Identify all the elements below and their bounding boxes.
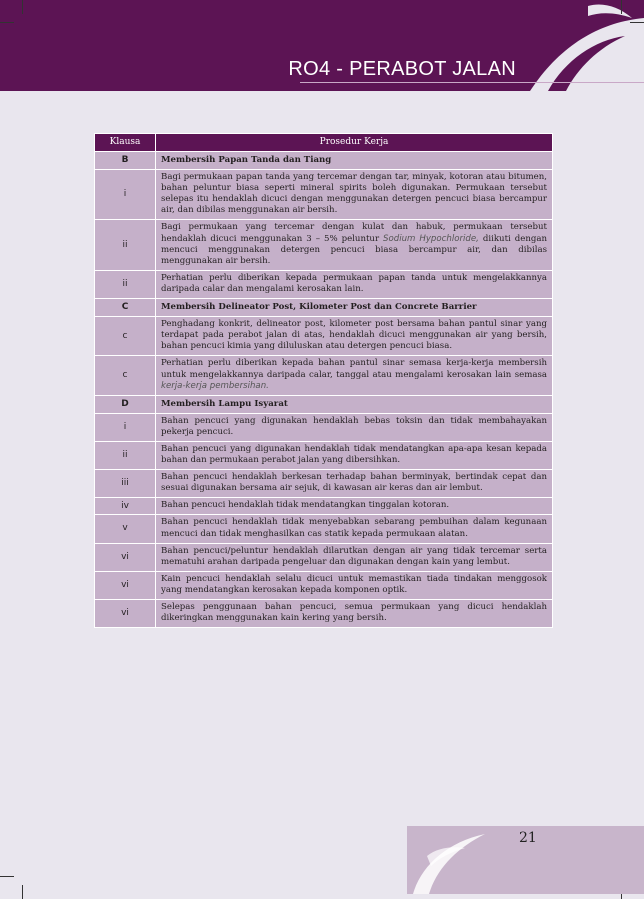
procedure-emphasis: kerja-kerja pembersihan. bbox=[161, 380, 269, 391]
klausa-cell: ii bbox=[95, 270, 156, 298]
section-title: Membersih Papan Tanda dan Tiang bbox=[156, 152, 553, 170]
procedure-cell: Bahan pencuci hendaklah berkesan terhadap bahan berminyak, bertindak cepat dan sesuai digunakan bersama air sejuk, di kawasan air keras dan air lembut. bbox=[156, 470, 553, 498]
table-row bbox=[95, 356, 553, 395]
procedure-cell: Penghadang konkrit, delineator post, kilometer post bersama bahan pantul sinar yang terdapat pada perabot jalan di atas, hendaklah dicuci menggunakan air yang bersih, bahan pencuci kimia yang diluluskan atau detergen pencuci biasa. bbox=[156, 317, 553, 356]
procedure-cell: Bahan pencuci/peluntur hendaklah dilarutkan dengan air yang tidak tercemar serta mematuhi arahan daripada pengeluar dan digunakan dengan kain yang lembut. bbox=[156, 543, 553, 571]
table-row bbox=[95, 515, 553, 543]
procedure-table bbox=[94, 133, 553, 628]
klausa-cell: c bbox=[95, 317, 156, 356]
header-rule bbox=[300, 82, 644, 83]
procedure-cell: Bahan pencuci yang digunakan hendaklah tidak mendatangkan apa-apa kesan kepada bahan dan permukaan perabot jalan yang dibersihkan. bbox=[156, 441, 553, 469]
klausa-cell: iii bbox=[95, 470, 156, 498]
table-row bbox=[95, 413, 553, 441]
klausa-cell: ii bbox=[95, 441, 156, 469]
table-row bbox=[95, 270, 553, 298]
procedure-text: Perhatian perlu diberikan kepada bahan pantul sinar semasa kerja-kerja membersih untuk mengelakkannya daripada calar, tanggal atau mengalami kerosakan lain semasa bbox=[161, 358, 547, 380]
table-row bbox=[95, 571, 553, 599]
table-row bbox=[95, 543, 553, 571]
section-row bbox=[95, 152, 553, 170]
table-header-row bbox=[95, 134, 553, 152]
table-row bbox=[95, 170, 553, 220]
section-title: Membersih Delineator Post, Kilometer Post dan Concrete Barrier bbox=[156, 299, 553, 317]
procedure-cell: Perhatian perlu diberikan kepada permukaan papan tanda untuk mengelakkannya daripada calar dan mengalami kerosakan lain. bbox=[156, 270, 553, 298]
klausa-cell: C bbox=[95, 299, 156, 317]
procedure-cell: Selepas penggunaan bahan pencuci, semua permukaan yang dicuci hendaklah dikeringkan menggunakan kain kering yang bersih. bbox=[156, 600, 553, 628]
header-banner bbox=[0, 0, 644, 91]
table-row bbox=[95, 317, 553, 356]
column-header-klausa: Klausa bbox=[95, 134, 156, 152]
klausa-cell: v bbox=[95, 515, 156, 543]
page-title: RO4 - PERABOT JALAN bbox=[288, 58, 516, 80]
klausa-cell: c bbox=[95, 356, 156, 395]
crop-mark bbox=[0, 876, 14, 877]
procedure-cell: Bahan pencuci hendaklah tidak menyebabkan sebarang pembuihan dalam kegunaan mencuci dan tidak menghasilkan cas statik kepada permukaan alatan. bbox=[156, 515, 553, 543]
table-row bbox=[95, 220, 553, 270]
procedure-text: Bagi permukaan yang tercemar dengan kulat dan habuk, permukaan tersebut hendaklah dicuci menggunakan 3 – 5% peluntur bbox=[161, 222, 547, 244]
klausa-cell: ii bbox=[95, 220, 156, 270]
crop-mark bbox=[621, 0, 622, 14]
table-row bbox=[95, 498, 553, 515]
klausa-cell: vi bbox=[95, 600, 156, 628]
procedure-cell bbox=[156, 356, 553, 395]
crop-mark bbox=[630, 22, 644, 23]
procedure-cell: Kain pencuci hendaklah selalu dicuci untuk memastikan tiada tindakan menggosok yang mendatangkan kerosakan kepada komponen optik. bbox=[156, 571, 553, 599]
procedure-cell: Bahan pencuci yang digunakan hendaklah bebas toksin dan tidak membahayakan pekerja pencuci. bbox=[156, 413, 553, 441]
procedure-text: diikuti dengan mencuci menggunakan detergen pencuci biasa bercampur air, dan dibilas menggunakan air bersih. bbox=[161, 233, 548, 266]
column-header-prosedur: Prosedur Kerja bbox=[156, 134, 553, 152]
crop-mark bbox=[22, 885, 23, 899]
procedure-cell bbox=[156, 220, 553, 270]
crop-mark bbox=[0, 22, 14, 23]
procedure-cell: Bagi permukaan papan tanda yang tercemar dengan tar, minyak, kotoran atau bitumen, bahan peluntur biasa seperti mineral spirits boleh digunakan. Permukaan tersebut selepas itu hendaklah dicuci dengan menggunakan detergen pencuci biasa bercampur air, dan dibilas menggunakan air bersih. bbox=[156, 170, 553, 220]
crop-mark bbox=[22, 0, 23, 14]
procedure-cell: Bahan pencuci hendaklah tidak mendatangkan tinggalan kotoran. bbox=[156, 498, 553, 515]
klausa-cell: D bbox=[95, 395, 156, 413]
klausa-cell: vi bbox=[95, 543, 156, 571]
klausa-cell: i bbox=[95, 413, 156, 441]
table-row bbox=[95, 470, 553, 498]
page-number: 21 bbox=[519, 830, 537, 846]
section-row bbox=[95, 395, 553, 413]
klausa-cell: iv bbox=[95, 498, 156, 515]
section-title: Membersih Lampu Isyarat bbox=[156, 395, 553, 413]
table-row bbox=[95, 441, 553, 469]
klausa-cell: i bbox=[95, 170, 156, 220]
procedure-emphasis: Sodium Hypochloride, bbox=[383, 233, 479, 244]
klausa-cell: vi bbox=[95, 571, 156, 599]
klausa-cell: B bbox=[95, 152, 156, 170]
table-row bbox=[95, 600, 553, 628]
section-row bbox=[95, 299, 553, 317]
